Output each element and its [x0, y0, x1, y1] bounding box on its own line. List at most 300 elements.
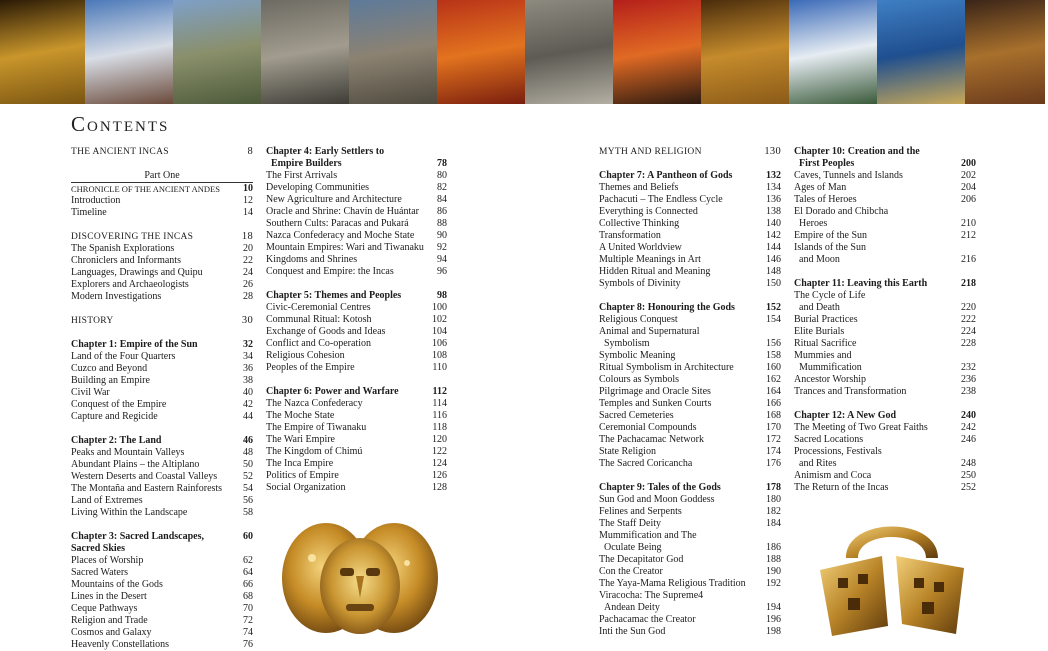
- toc-entry-page: 154: [766, 314, 781, 325]
- toc-entry[interactable]: [266, 146, 447, 158]
- toc-entry[interactable]: [599, 494, 781, 506]
- toc-entry-page: 118: [432, 422, 447, 433]
- toc-entry[interactable]: [266, 422, 447, 434]
- toc-entry-page: 210: [961, 218, 976, 229]
- toc-entry-title: Mummies and: [794, 350, 852, 361]
- toc-entry[interactable]: [71, 639, 253, 651]
- toc-entry-title: Mummification and The: [599, 530, 697, 541]
- toc-entry-title: Western Deserts and Coastal Valleys: [71, 471, 218, 482]
- toc-entry-page: 174: [766, 446, 781, 457]
- toc-entry-page: 184: [766, 518, 781, 529]
- toc-entry[interactable]: [71, 170, 253, 182]
- toc-entry[interactable]: [599, 146, 781, 158]
- mountain-valley-tile: [173, 0, 261, 104]
- toc-entry[interactable]: [599, 374, 781, 386]
- toc-entry[interactable]: [599, 386, 781, 398]
- painting-tile: [965, 0, 1045, 104]
- toc-entry-title: The Moche State: [266, 410, 335, 421]
- toc-entry[interactable]: [71, 231, 253, 243]
- toc-entry-title: Viracocha: The Supreme4: [599, 590, 704, 601]
- toc-entry-title: New Agriculture and Architecture: [266, 194, 402, 205]
- toc-entry-title: Mummification: [799, 362, 862, 373]
- toc-entry-page: 232: [961, 362, 976, 373]
- toc-entry-title: The Meeting of Two Great Faiths: [794, 422, 928, 433]
- toc-entry-page: 162: [766, 374, 781, 385]
- toc-entry-page: 12: [243, 195, 253, 206]
- toc-entry-title: Sacred Locations: [794, 434, 864, 445]
- toc-entry-page: 10: [243, 183, 253, 194]
- toc-entry[interactable]: [599, 218, 781, 230]
- toc-entry[interactable]: [599, 458, 781, 470]
- toc-entry-title: Heavenly Constellations: [71, 639, 170, 650]
- carved-stele-tile: [525, 0, 613, 104]
- toc-entry[interactable]: [71, 435, 253, 447]
- toc-entry[interactable]: [266, 350, 447, 362]
- toc-entry[interactable]: [599, 518, 781, 530]
- toc-entry-page: 166: [766, 398, 781, 409]
- toc-entry-page: 150: [766, 278, 781, 289]
- toc-entry[interactable]: [71, 207, 253, 219]
- toc-entry-page: 218: [961, 278, 976, 289]
- toc-entry-title: Ancestor Worship: [794, 374, 867, 385]
- toc-entry-page: 124: [432, 458, 447, 469]
- toc-entry[interactable]: [71, 627, 253, 639]
- toc-entry[interactable]: [266, 338, 447, 350]
- toc-entry[interactable]: [599, 314, 781, 326]
- toc-entry-title: Chapter 1: Empire of the Sun: [71, 339, 198, 350]
- toc-entry-title: The Inca Empire: [266, 458, 334, 469]
- toc-entry[interactable]: [794, 326, 976, 338]
- toc-entry[interactable]: [71, 567, 253, 579]
- toc-entry[interactable]: [266, 230, 447, 242]
- toc-entry-page: 200: [961, 158, 976, 169]
- toc-entry[interactable]: [599, 398, 781, 410]
- toc-entry-title: El Dorado and Chibcha: [794, 206, 889, 217]
- toc-entry[interactable]: [266, 314, 447, 326]
- toc-entry-page: 100: [432, 302, 447, 313]
- toc-entry[interactable]: [599, 254, 781, 266]
- toc-entry-page: 188: [766, 554, 781, 565]
- toc-entry-title: The Yaya-Mama Religious Tradition: [599, 578, 746, 589]
- toc-entry[interactable]: [71, 183, 253, 195]
- toc-entry[interactable]: [599, 194, 781, 206]
- toc-entry[interactable]: [71, 399, 253, 411]
- toc-entry-page: 42: [243, 399, 253, 410]
- toc-entry[interactable]: [71, 555, 253, 567]
- toc-entry[interactable]: [599, 626, 781, 638]
- toc-entry[interactable]: [599, 482, 781, 494]
- contents-column-3: [599, 146, 781, 638]
- toc-entry-page: 138: [766, 206, 781, 217]
- toc-entry-page: 250: [961, 470, 976, 481]
- toc-entry[interactable]: [794, 482, 976, 494]
- toc-entry[interactable]: [599, 278, 781, 290]
- toc-entry[interactable]: [71, 351, 253, 363]
- toc-entry[interactable]: [599, 590, 781, 602]
- toc-entry-page: 30: [241, 315, 253, 326]
- toc-entry[interactable]: [266, 266, 447, 278]
- toc-entry-page: 88: [437, 218, 447, 229]
- toc-entry-page: 18: [241, 231, 253, 242]
- toc-entry[interactable]: [266, 446, 447, 458]
- toc-entry[interactable]: [794, 194, 976, 206]
- toc-entry[interactable]: [794, 350, 976, 362]
- toc-entry-page: 114: [432, 398, 447, 409]
- toc-entry[interactable]: [599, 422, 781, 434]
- toc-entry[interactable]: [599, 266, 781, 278]
- toc-entry[interactable]: [266, 242, 447, 254]
- toc-entry-title: Timeline: [71, 207, 107, 218]
- toc-entry-title: The Pachacamac Network: [599, 434, 704, 445]
- toc-entry[interactable]: [266, 182, 447, 194]
- toc-entry-page: 178: [766, 482, 781, 493]
- toc-entry[interactable]: [71, 603, 253, 615]
- toc-entry[interactable]: [71, 459, 253, 471]
- toc-entry[interactable]: [599, 230, 781, 242]
- toc-entry-title: THE ANCIENT INCAS: [71, 147, 169, 157]
- toc-entry[interactable]: [71, 291, 253, 303]
- toc-entry-title: Pilgrimage and Oracle Sites: [599, 386, 711, 397]
- toc-entry-title: Colours as Symbols: [599, 374, 680, 385]
- toc-entry[interactable]: [266, 482, 447, 494]
- toc-entry-page: 156: [766, 338, 781, 349]
- toc-entry-title: Transformation: [599, 230, 661, 241]
- toc-entry-title: Land of the Four Quarters: [71, 351, 176, 362]
- toc-entry-title: The Cycle of Life: [794, 290, 866, 301]
- toc-entry-page: 136: [766, 194, 781, 205]
- toc-entry[interactable]: [71, 471, 253, 483]
- toc-entry[interactable]: [794, 434, 976, 446]
- toc-entry-page: 240: [961, 410, 976, 421]
- toc-entry-title: Symbolism: [604, 338, 650, 349]
- toc-entry[interactable]: [599, 530, 781, 542]
- toc-entry-title: First Peoples: [799, 158, 855, 169]
- toc-entry-page: 54: [243, 483, 253, 494]
- toc-entry-title: Mountain Empires: Wari and Tiwanaku: [266, 242, 424, 253]
- toc-entry[interactable]: [71, 495, 253, 507]
- toc-entry[interactable]: [599, 614, 781, 626]
- toc-entry-page: 180: [766, 494, 781, 505]
- toc-entry-title: Inti the Sun God: [599, 626, 666, 637]
- toc-entry[interactable]: [599, 302, 781, 314]
- toc-entry[interactable]: [599, 326, 781, 338]
- toc-entry[interactable]: [599, 542, 781, 554]
- toc-entry[interactable]: [71, 387, 253, 399]
- toc-entry-title: The Kingdom of Chimú: [266, 446, 363, 457]
- andes-lake-tile: [789, 0, 877, 104]
- toc-entry-title: State Religion: [599, 446, 656, 457]
- toc-entry[interactable]: [266, 254, 447, 266]
- toc-entry[interactable]: [794, 386, 976, 398]
- toc-entry-title: Peaks and Mountain Valleys: [71, 447, 185, 458]
- toc-entry[interactable]: [266, 362, 447, 374]
- toc-entry-title: Chapter 5: Themes and Peoples: [266, 290, 402, 301]
- toc-entry-page: 196: [766, 614, 781, 625]
- toc-entry[interactable]: [794, 146, 976, 158]
- spacer: [71, 303, 253, 315]
- toc-entry-page: 26: [243, 279, 253, 290]
- toc-entry[interactable]: [266, 170, 447, 182]
- toc-entry[interactable]: [71, 531, 253, 555]
- toc-entry-page: 170: [766, 422, 781, 433]
- toc-entry[interactable]: [599, 446, 781, 458]
- toc-entry-page: 198: [766, 626, 781, 637]
- toc-entry-title: Exchange of Goods and Ideas: [266, 326, 386, 337]
- toc-entry-page: 24: [243, 267, 253, 278]
- toc-entry-title: Ritual Sacrifice: [794, 338, 857, 349]
- toc-entry-title: Nazca Confederacy and Moche State: [266, 230, 415, 241]
- toc-entry[interactable]: [794, 410, 976, 422]
- toc-entry-page: 46: [243, 435, 253, 446]
- toc-entry[interactable]: [266, 158, 447, 170]
- toc-entry[interactable]: [794, 218, 976, 230]
- toc-entry[interactable]: [71, 243, 253, 255]
- toc-entry-page: 94: [437, 254, 447, 265]
- toc-entry-title: Chapter 11: Leaving this Earth: [794, 278, 928, 289]
- toc-entry[interactable]: [71, 146, 253, 158]
- toc-entry-page: 168: [766, 410, 781, 421]
- toc-entry[interactable]: [71, 339, 253, 351]
- toc-entry-title: Sacred Waters: [71, 567, 129, 578]
- toc-entry-page: 186: [766, 542, 781, 553]
- toc-entry-page: 176: [766, 458, 781, 469]
- toc-entry[interactable]: [599, 170, 781, 182]
- toc-entry-title: Con the Creator: [599, 566, 663, 577]
- toc-entry[interactable]: [794, 158, 976, 170]
- toc-entry-page: 202: [961, 170, 976, 181]
- toc-entry-page: 122: [432, 446, 447, 457]
- toc-entry-title: Symbols of Divinity: [599, 278, 681, 289]
- toc-entry-title: Modern Investigations: [71, 291, 162, 302]
- toc-entry[interactable]: [794, 374, 976, 386]
- toc-entry-title: Social Organization: [266, 482, 346, 493]
- toc-entry[interactable]: [71, 447, 253, 459]
- toc-entry-title: Cuzco and Beyond: [71, 363, 148, 374]
- toc-entry[interactable]: [71, 507, 253, 519]
- toc-entry-page: 238: [961, 386, 976, 397]
- toc-entry-title: Civil War: [71, 387, 110, 398]
- toc-entry-title: Animism and Coca: [794, 470, 872, 481]
- toc-entry-page: 22: [243, 255, 253, 266]
- toc-entry[interactable]: [794, 314, 976, 326]
- toc-entry-title: Languages, Drawings and Quipu: [71, 267, 203, 278]
- toc-entry[interactable]: [266, 386, 447, 398]
- toc-entry-title: Chapter 10: Creation and the: [794, 146, 920, 157]
- toc-entry-title: Chapter 9: Tales of the Gods: [599, 482, 721, 493]
- spacer: [599, 290, 781, 302]
- gold-disc-tile: [701, 0, 789, 104]
- toc-entry-title: and Moon: [799, 254, 840, 265]
- toc-entry-title: Chapter 6: Power and Warfare: [266, 386, 399, 397]
- toc-entry[interactable]: [794, 470, 976, 482]
- toc-entry-page: 78: [437, 158, 447, 169]
- toc-entry[interactable]: [266, 326, 447, 338]
- toc-entry-title: Elite Burials: [794, 326, 845, 337]
- toc-entry[interactable]: [599, 206, 781, 218]
- toc-entry-title: Places of Worship: [71, 555, 144, 566]
- toc-entry[interactable]: [71, 615, 253, 627]
- toc-entry-page: 56: [243, 495, 253, 506]
- toc-entry-title: Chapter 8: Honouring the Gods: [599, 302, 735, 313]
- toc-entry[interactable]: [794, 242, 976, 254]
- contents-column-1: [71, 146, 253, 651]
- toc-entry-title: Ceque Pathways: [71, 603, 138, 614]
- toc-entry-page: 108: [432, 350, 447, 361]
- toc-entry-page: 32: [243, 339, 253, 350]
- toc-entry-title: Burial Practices: [794, 314, 858, 325]
- spacer: [71, 327, 253, 339]
- toc-entry-title: Communal Ritual: Kotosh: [266, 314, 372, 325]
- toc-entry[interactable]: [599, 506, 781, 518]
- toc-entry[interactable]: [794, 206, 976, 218]
- toc-entry-title: Cosmos and Galaxy: [71, 627, 152, 638]
- spacer: [794, 398, 976, 410]
- toc-entry[interactable]: [71, 411, 253, 423]
- toc-entry[interactable]: [71, 195, 253, 207]
- toc-entry[interactable]: [794, 278, 976, 290]
- toc-entry-title: Introduction: [71, 195, 121, 206]
- toc-entry[interactable]: [266, 434, 447, 446]
- toc-entry-page: 104: [432, 326, 447, 337]
- toc-entry-title: and Death: [799, 302, 840, 313]
- toc-entry-page: 194: [766, 602, 781, 613]
- toc-entry-page: 120: [432, 434, 447, 445]
- toc-entry[interactable]: [266, 290, 447, 302]
- toc-entry[interactable]: [794, 338, 976, 350]
- toc-entry[interactable]: [599, 362, 781, 374]
- toc-entry[interactable]: [794, 170, 976, 182]
- page-title: Contents: [71, 112, 170, 136]
- toc-entry[interactable]: [599, 566, 781, 578]
- toc-entry[interactable]: [71, 591, 253, 603]
- toc-entry-page: 64: [243, 567, 253, 578]
- toc-entry-page: 242: [961, 422, 976, 433]
- woven-cloth-tile: [613, 0, 701, 104]
- toc-entry-title: Explorers and Archaeologists: [71, 279, 189, 290]
- toc-entry-title: Chapter 12: A New God: [794, 410, 897, 421]
- toc-entry[interactable]: [71, 363, 253, 375]
- toc-entry[interactable]: [599, 602, 781, 614]
- toc-entry-page: 58: [243, 507, 253, 518]
- snowy-peaks-tile: [85, 0, 173, 104]
- toc-entry-page: 28: [243, 291, 253, 302]
- toc-entry-title: Mountains of the Gods: [71, 579, 163, 590]
- toc-entry-title: The Sacred Coricancha: [599, 458, 693, 469]
- toc-entry[interactable]: [71, 267, 253, 279]
- toc-entry-title: The Wari Empire: [266, 434, 335, 445]
- toc-entry[interactable]: [794, 230, 976, 242]
- toc-entry-title: Pachacamac the Creator: [599, 614, 696, 625]
- toc-entry[interactable]: [794, 422, 976, 434]
- toc-entry-title: Developing Communities: [266, 182, 370, 193]
- toc-entry[interactable]: [266, 470, 447, 482]
- toc-entry-page: 92: [437, 242, 447, 253]
- toc-entry-title: The Montaña and Eastern Rainforests: [71, 483, 223, 494]
- toc-entry[interactable]: [71, 255, 253, 267]
- toc-entry[interactable]: [794, 254, 976, 266]
- spacer: [266, 374, 447, 386]
- toc-entry[interactable]: [794, 302, 976, 314]
- toc-entry[interactable]: [599, 434, 781, 446]
- toc-entry[interactable]: [71, 315, 253, 327]
- toc-entry-page: 90: [437, 230, 447, 241]
- toc-entry[interactable]: [266, 206, 447, 218]
- toc-entry[interactable]: [599, 242, 781, 254]
- toc-entry-page: 236: [961, 374, 976, 385]
- toc-entry-title: Politics of Empire: [266, 470, 339, 481]
- toc-entry[interactable]: [794, 458, 976, 470]
- toc-entry-title: Peoples of the Empire: [266, 362, 355, 373]
- toc-entry-title: Ceremonial Compounds: [599, 422, 697, 433]
- toc-entry-page: 38: [243, 375, 253, 386]
- toc-entry[interactable]: [266, 458, 447, 470]
- toc-entry[interactable]: [266, 302, 447, 314]
- toc-entry-title: Trances and Transformation: [794, 386, 907, 397]
- toc-entry-title: Multiple Meanings in Art: [599, 254, 701, 265]
- toc-entry-page: 164: [766, 386, 781, 397]
- toc-entry-title: MYTH AND RELIGION: [599, 147, 702, 157]
- toc-entry[interactable]: [71, 375, 253, 387]
- toc-entry-page: 216: [961, 254, 976, 265]
- toc-entry-title: DISCOVERING THE INCAS: [71, 232, 194, 242]
- toc-entry-page: 158: [766, 350, 781, 361]
- toc-entry[interactable]: [794, 446, 976, 458]
- toc-entry-title: Processions, Festivals: [794, 446, 882, 457]
- toc-entry[interactable]: [266, 218, 447, 230]
- toc-entry-page: 192: [766, 578, 781, 589]
- toc-entry-title: Lines in the Desert: [71, 591, 147, 602]
- red-textile-tile: [437, 0, 525, 104]
- spacer: [599, 470, 781, 482]
- toc-entry-page: 80: [437, 170, 447, 181]
- toc-entry[interactable]: [266, 410, 447, 422]
- toc-entry-page: 204: [961, 182, 976, 193]
- toc-entry[interactable]: [794, 182, 976, 194]
- toc-entry-title: Land of Extremes: [71, 495, 143, 506]
- toc-entry[interactable]: [599, 350, 781, 362]
- gold-mask-tile: [0, 0, 85, 104]
- toc-entry[interactable]: [71, 579, 253, 591]
- toc-entry-page: 34: [243, 351, 253, 362]
- toc-entry[interactable]: [71, 279, 253, 291]
- toc-entry-page: 66: [243, 579, 253, 590]
- toc-entry-page: 96: [437, 266, 447, 277]
- toc-entry-title: Conquest and Empire: the Incas: [266, 266, 394, 277]
- spacer: [71, 158, 253, 170]
- toc-entry-page: 8: [247, 146, 253, 157]
- toc-entry[interactable]: [599, 410, 781, 422]
- spacer: [71, 423, 253, 435]
- toc-entry-page: 206: [961, 194, 976, 205]
- contents-column-2: [266, 146, 447, 494]
- toc-entry[interactable]: [266, 194, 447, 206]
- toc-entry[interactable]: [266, 398, 447, 410]
- toc-entry[interactable]: [794, 290, 976, 302]
- toc-entry-title: Empire Builders: [271, 158, 342, 169]
- toc-entry[interactable]: [71, 483, 253, 495]
- toc-entry[interactable]: [794, 362, 976, 374]
- toc-entry[interactable]: [599, 182, 781, 194]
- spacer: [266, 278, 447, 290]
- toc-entry-page: 70: [243, 603, 253, 614]
- toc-entry-title: Abundant Plains – the Altiplano: [71, 459, 200, 470]
- toc-entry-title: Oracle and Shrine: Chavín de Huántar: [266, 206, 420, 217]
- toc-entry-title: The Return of the Incas: [794, 482, 889, 493]
- toc-entry[interactable]: [599, 338, 781, 350]
- toc-entry[interactable]: [599, 578, 781, 590]
- toc-entry-title: Living Within the Landscape: [71, 507, 188, 518]
- toc-entry[interactable]: [599, 554, 781, 566]
